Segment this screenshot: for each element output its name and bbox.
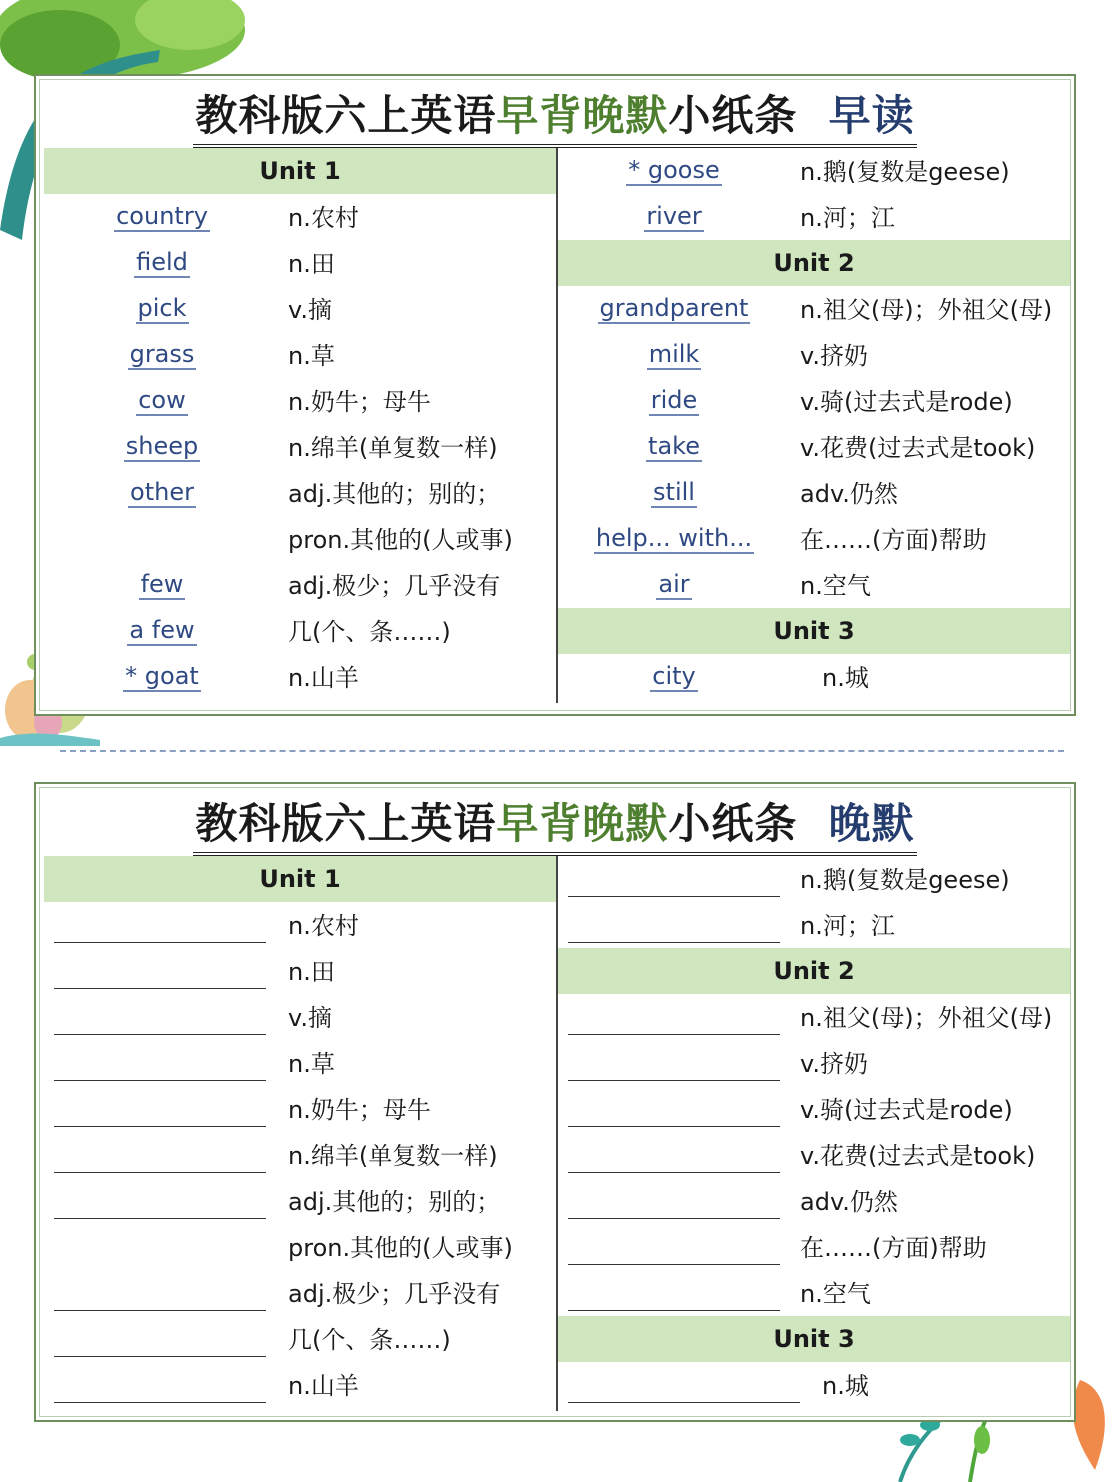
blank-row [44, 994, 556, 1040]
title-part-d: 早读 [828, 91, 915, 140]
answer-blank[interactable] [568, 1218, 780, 1219]
vocab-row [558, 562, 1070, 608]
unit-header: Unit 3 [558, 1316, 1070, 1362]
answer-blank[interactable] [54, 1310, 266, 1311]
answer-blank[interactable] [568, 1264, 780, 1265]
vocab-meaning: adj.其他的；别的； [288, 1188, 501, 1216]
blank-row [44, 1178, 556, 1224]
vocab-row [558, 654, 1070, 700]
left-column [44, 148, 556, 700]
vocab-meaning: v.挤奶 [800, 1050, 868, 1078]
answer-blank[interactable] [54, 1034, 266, 1035]
answer-blank[interactable] [54, 988, 266, 989]
sheet-title [36, 798, 1074, 856]
answer-blank[interactable] [54, 1172, 266, 1173]
right-column [556, 856, 1070, 1411]
answer-blank[interactable] [54, 1218, 266, 1219]
left-column [44, 856, 556, 1408]
blank-row [44, 1086, 556, 1132]
blank-row [558, 1178, 1070, 1224]
vocab-word: still [653, 478, 695, 506]
vocab-meaning: n.鹅(复数是geese) [800, 866, 1010, 894]
vocab-meaning: n.空气 [800, 572, 871, 600]
vocab-meaning: n.城 [822, 1372, 869, 1400]
answer-blank[interactable] [568, 1310, 780, 1311]
vocab-row [44, 286, 556, 332]
title-part-b: 早背晚默 [496, 799, 669, 848]
blank-row [44, 1316, 556, 1362]
answer-blank[interactable] [568, 896, 780, 897]
vocab-word: field [136, 248, 188, 276]
unit-header: Unit 2 [558, 948, 1070, 994]
vocab-meaning: n.绵羊(单复数一样) [288, 434, 498, 462]
vocab-row [44, 470, 556, 516]
vocab-row [44, 654, 556, 700]
vocab-word: ride [650, 386, 698, 414]
sheet-title [36, 90, 1074, 148]
vocab-row [44, 608, 556, 654]
vocab-meaning: v.摘 [288, 296, 332, 324]
title-part-a: 教科版六上英语 [195, 799, 497, 848]
vocab-meaning: n.鹅(复数是geese) [800, 158, 1010, 186]
vocab-meaning: v.花费(过去式是took) [800, 434, 1036, 462]
vocab-word: * goose [628, 156, 720, 184]
vocab-row [44, 516, 556, 562]
vocab-row [44, 378, 556, 424]
vocab-meaning: adj.极少；几乎没有 [288, 572, 501, 600]
vocab-row [558, 148, 1070, 194]
blank-row [558, 1270, 1070, 1316]
vocab-meaning: n.河；江 [800, 912, 895, 940]
answer-blank[interactable] [568, 1126, 780, 1127]
title-part-b: 早背晚默 [496, 91, 669, 140]
vocab-meaning: n.山羊 [288, 1372, 359, 1400]
vocab-word: take [648, 432, 700, 460]
vocab-word: city [652, 662, 696, 690]
title-part-c: 小纸条 [668, 799, 798, 848]
answer-blank[interactable] [568, 942, 780, 943]
blank-row [558, 1132, 1070, 1178]
vocab-row [558, 470, 1070, 516]
vocab-meaning: adv.仍然 [800, 1188, 898, 1216]
vocab-row [558, 424, 1070, 470]
vocab-meaning: n.草 [288, 1050, 335, 1078]
vocab-meaning: adj.极少；几乎没有 [288, 1280, 501, 1308]
vocab-word: cow [138, 386, 186, 414]
answer-blank[interactable] [568, 1034, 780, 1035]
vocab-row [44, 332, 556, 378]
vocab-meaning: n.草 [288, 342, 335, 370]
vocab-meaning: v.摘 [288, 1004, 332, 1032]
answer-blank[interactable] [54, 1080, 266, 1081]
answer-blank[interactable] [568, 1172, 780, 1173]
vocab-row [44, 424, 556, 470]
blank-row [558, 1040, 1070, 1086]
answer-blank[interactable] [54, 1356, 266, 1357]
vocab-meaning: v.骑(过去式是rode) [800, 1096, 1013, 1124]
vocab-meaning: n.城 [822, 664, 869, 692]
vocab-word: few [140, 570, 184, 598]
vocab-meaning: n.山羊 [288, 664, 359, 692]
vocab-meaning: v.骑(过去式是rode) [800, 388, 1013, 416]
vocab-row [558, 286, 1070, 332]
vocab-meaning: n.农村 [288, 204, 359, 232]
vocab-meaning: n.绵羊(单复数一样) [288, 1142, 498, 1170]
vocab-meaning: pron.其他的(人或事) [288, 1234, 513, 1262]
vocab-meaning: n.奶牛；母牛 [288, 1096, 431, 1124]
vocab-row [44, 194, 556, 240]
vocab-row [44, 562, 556, 608]
answer-blank[interactable] [568, 1080, 780, 1081]
unit-header: Unit 3 [558, 608, 1070, 654]
blank-row [44, 1040, 556, 1086]
blank-row [44, 1362, 556, 1408]
vocab-word: grandparent [599, 294, 749, 322]
vocab-meaning: v.挤奶 [800, 342, 868, 370]
vocab-meaning: v.花费(过去式是took) [800, 1142, 1036, 1170]
vocab-meaning: n.河；江 [800, 204, 895, 232]
vocab-meaning: 在……(方面)帮助 [800, 1234, 987, 1262]
cut-line [60, 750, 1064, 752]
vocab-meaning: n.田 [288, 958, 335, 986]
blank-row [44, 1270, 556, 1316]
vocab-meaning: n.田 [288, 250, 335, 278]
evening-sheet [34, 782, 1076, 1422]
right-column [556, 148, 1070, 703]
answer-blank[interactable] [54, 1126, 266, 1127]
unit-header: Unit 1 [44, 856, 556, 902]
vocab-word: * goat [125, 662, 199, 690]
blank-row [558, 1362, 1070, 1408]
vocab-meaning: n.奶牛；母牛 [288, 388, 431, 416]
answer-blank[interactable] [568, 1402, 800, 1403]
answer-blank[interactable] [54, 942, 266, 943]
vocab-word: grass [129, 340, 195, 368]
vocab-row [558, 194, 1070, 240]
blank-row [558, 902, 1070, 948]
vocab-meaning: n.农村 [288, 912, 359, 940]
vocab-word: sheep [125, 432, 199, 460]
vocab-meaning: n.祖父(母)；外祖父(母) [800, 1004, 1053, 1032]
title-part-a: 教科版六上英语 [195, 91, 497, 140]
vocab-row [558, 516, 1070, 562]
title-part-d: 晚默 [828, 799, 915, 848]
answer-blank[interactable] [54, 1402, 266, 1403]
vocab-word: air [658, 570, 690, 598]
unit-header: Unit 2 [558, 240, 1070, 286]
vocab-row [558, 378, 1070, 424]
vocab-word: milk [648, 340, 700, 368]
blank-row [558, 994, 1070, 1040]
vocab-word: help... with... [595, 524, 753, 552]
blank-row [44, 1132, 556, 1178]
vocab-meaning: 几(个、条……) [288, 1326, 451, 1354]
blank-row [558, 1086, 1070, 1132]
vocab-meaning: adv.仍然 [800, 480, 898, 508]
vocab-meaning: 在……(方面)帮助 [800, 526, 987, 554]
morning-sheet [34, 74, 1076, 716]
vocab-row [558, 332, 1070, 378]
blank-row [558, 1224, 1070, 1270]
blank-row [44, 902, 556, 948]
vocab-row [44, 240, 556, 286]
blank-row [558, 856, 1070, 902]
vocab-meaning: adj.其他的；别的； [288, 480, 501, 508]
blank-row [44, 948, 556, 994]
vocab-word: pick [137, 294, 187, 322]
vocab-word: other [130, 478, 194, 506]
vocab-meaning: pron.其他的(人或事) [288, 526, 513, 554]
vocab-word: river [646, 202, 702, 230]
vocab-word: a few [129, 616, 195, 644]
unit-header: Unit 1 [44, 148, 556, 194]
vocab-word: country [116, 202, 208, 230]
blank-row [44, 1224, 556, 1270]
vocab-meaning: n.空气 [800, 1280, 871, 1308]
vocab-meaning: 几(个、条……) [288, 618, 451, 646]
vocab-meaning: n.祖父(母)；外祖父(母) [800, 296, 1053, 324]
title-part-c: 小纸条 [668, 91, 798, 140]
